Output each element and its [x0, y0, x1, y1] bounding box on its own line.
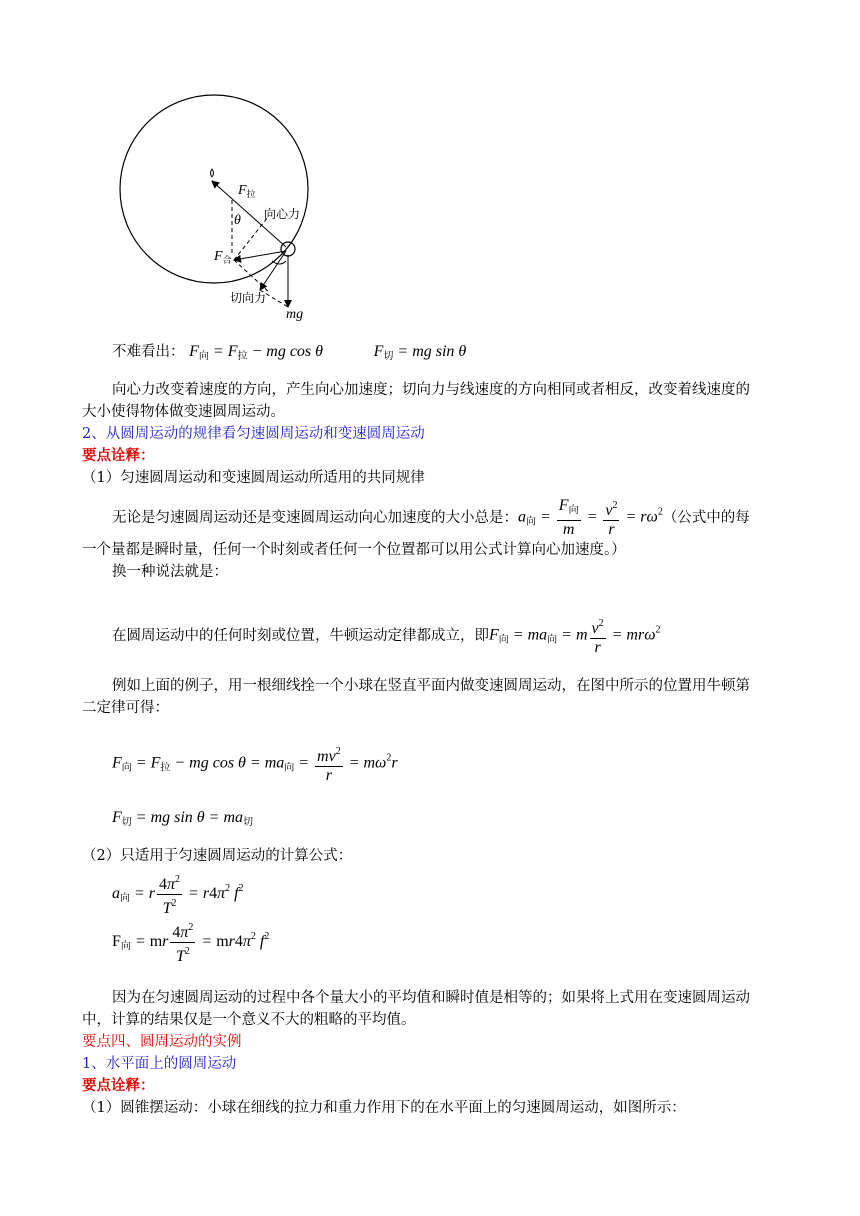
formula-uniform-force: $F_向$ = mr $\frac{4\pi^2}{T^2}$ = $mr4\pi^2$ $f^2$ [112, 919, 269, 966]
label-f-pull: $F_拉$ [238, 183, 256, 199]
para-3: 一个量都是瞬时量，任何一个时刻或者任何一个位置都可以用公式计算向心加速度。） [82, 542, 626, 558]
formula-newton: $F_向 = ma_向 = m$ $\frac{v^2}{r}$ = mrω$^2$ [489, 615, 660, 657]
formula-f-centripetal: $F_向 = F_拉$ − mg cos θ [189, 343, 324, 362]
label-tangential: 切向力 [230, 291, 267, 305]
formula-uniform-acc: $a_向 = r$ $\frac{4\pi^2}{T^2}$ = $r4\pi^2$ $f^2$ [112, 871, 244, 918]
para-8: （2）只适用于匀速圆周运动的计算公式： [82, 848, 353, 864]
heading-4: 要点四、圆周运动的实例 [82, 1034, 242, 1050]
line-2: 向心力改变着速度的方向，产生向心加速度；切向力与线速度的方向相同或者相反，改变着线速度的 [112, 382, 750, 398]
para-7: 二定律可得： [82, 700, 169, 716]
para-4: 换一种说法就是： [112, 564, 228, 580]
para-6: 例如上面的例子，用一根细线拴一个小球在竖直平面内做变速圆周运动，在图中所示的位置用牛顿第 [112, 678, 750, 694]
label-mg: mg [286, 307, 304, 322]
formula-line-3 [112, 872, 244, 916]
formula-line-4 [112, 920, 269, 964]
line-1 [112, 342, 466, 367]
para-5: 在圆周运动中的任何时刻或位置，牛顿运动定律都成立，即 $F_向 = ma_向 = m$ $\frac{v^2}{r}$ = mrω$^2$ [112, 616, 660, 656]
formula-line-1 [112, 742, 398, 786]
heading-2: 2、从圆周运动的规律看匀速圆周运动和变速圆周运动 [82, 426, 425, 442]
tangential-arrow [260, 251, 286, 290]
formula-example-1: $F_向 = F_拉$ − mg $\cos \theta = ma_向$ = $\frac{mv^2}{r}$ = $m\omega^2r$ [112, 743, 398, 785]
heading-4-1: 1、水平面上的圆周运动 [82, 1056, 237, 1072]
para-1: （1）匀速圆周运动和变速圆周运动所适用的共同规律 [82, 470, 425, 486]
key-points-1: 要点诠释： [82, 447, 155, 464]
formula-example-2: $F_切$ = mg $\sin \theta = ma_切$ [112, 809, 254, 828]
label-centripetal: 向心力 [264, 207, 301, 221]
para-11: （1）圆锥摆运动：小球在细线的拉力和重力作用下的在水平面上的匀速圆周运动，如图所示： [82, 1100, 686, 1116]
net-force-arrow [234, 251, 286, 260]
label-theta: θ [234, 213, 241, 228]
para-9: 因为在匀速圆周运动的过程中各个量大小的平均值和瞬时值是相等的；如果将上式用在变速圆周运动 [112, 990, 750, 1006]
line-3: 大小使得物体做变速圆周运动。 [82, 404, 285, 420]
formula-f-tangential: $F_切$ = mg sin θ [373, 343, 467, 362]
key-points-2: 要点诠释： [82, 1077, 155, 1094]
label-f-net: $F_合$ [214, 249, 232, 265]
para-2: 无论是匀速圆周运动还是变速圆周运动向心加速度的大小总是： $a_向$ = $\frac{F_向}{m}$ = $\frac{v^2}{r}$ = $r\omega^2$ （公式中的每 [112, 497, 750, 538]
formula-centripetal-acc: $a_向$ = $\frac{F_向}{m}$ = $\frac{v^2}{r}$ = $r\omega^2$ [518, 497, 663, 538]
para-10: 中，计算的结果仅是一个意义不大的粗略的平均值。 [82, 1012, 416, 1028]
force-diagram [110, 85, 330, 325]
line-1-prefix: 不难看出： [112, 344, 185, 360]
formula-line-2 [112, 808, 253, 833]
